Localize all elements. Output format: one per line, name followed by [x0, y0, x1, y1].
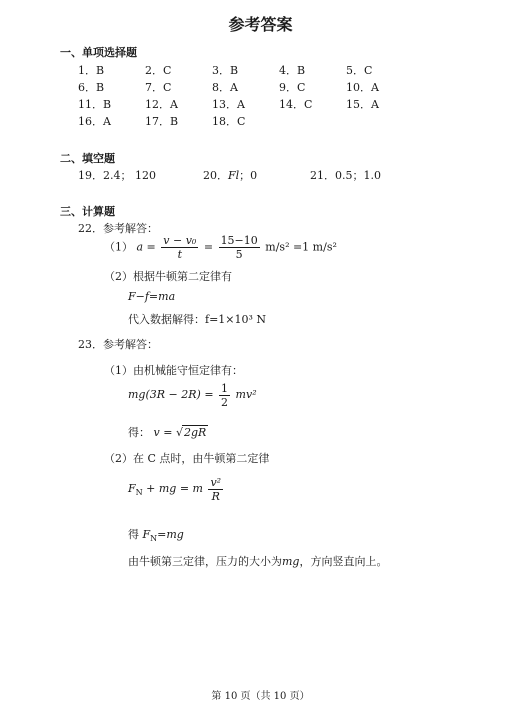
q23-part2-text: （2）在 C 点时，由牛顿第二定律	[104, 452, 270, 465]
mc-answer: 4．B	[279, 64, 306, 77]
q23-conclusion: 由牛顿第三定律，压力的大小为mg，方向竖直向上。	[128, 555, 388, 568]
q23-part1-result: 得： v = √2gR	[128, 426, 207, 439]
q23-part1-text: （1）由机械能守恒定律有：	[104, 364, 243, 377]
section-heading-fill: 二、填空题	[60, 152, 115, 165]
mc-answer: 9．C	[279, 81, 306, 94]
mc-answer: 10．A	[346, 81, 379, 94]
q23-label: 23．参考解答：	[78, 338, 158, 351]
mc-answer: 7．C	[145, 81, 172, 94]
mc-answer: 17．B	[145, 115, 179, 128]
page-title: 参考答案	[228, 15, 293, 34]
mc-answer: 12．A	[145, 98, 178, 111]
q22-part2-equation: F−f=ma	[128, 290, 176, 303]
mc-answer: 16．A	[78, 115, 111, 128]
section-heading-mc: 一、单项选择题	[60, 46, 137, 59]
q22-part2-result: 代入数据解得：f=1×10³ N	[128, 313, 267, 326]
q23-part1-equation: mg(3R − 2R) = $\frac{1}{2}$ mv²	[128, 381, 257, 409]
q23-part2-result: 得 $F_N=mg$	[128, 528, 184, 544]
sqrt-symbol: √	[175, 426, 183, 439]
q22-label: 22．参考解答：	[78, 222, 158, 235]
fraction: $\frac{\text{v²}}{R}$	[210, 475, 222, 503]
mc-answer: 5．C	[346, 64, 373, 77]
mc-answer: 18．C	[212, 115, 246, 128]
mc-answer: 13．A	[212, 98, 245, 111]
page-footer: 第 10 页（共 10 页）	[211, 691, 310, 702]
fraction: $\frac{15-10}{5}$	[220, 234, 258, 261]
q22-part2-text: （2）根据牛顿第二定律有	[104, 270, 232, 283]
mc-answer: 15．A	[346, 98, 379, 111]
fill-answer-20: 20．Fl；0	[203, 169, 258, 182]
fraction: $\frac{\text{v − v₀}}{t}$	[163, 234, 197, 261]
q23-part2-equation: $F_N$ + mg = m $\frac{\text{v²}}{R}$	[128, 475, 222, 503]
fill-answer-19: 19．2.4； 120	[78, 169, 156, 182]
q22-part1-equation: （1） a = $\frac{\text{v − v₀}}{t}$ = $\frac{15-10}{5}$ m/s² =1 m/s²	[104, 234, 337, 261]
mc-answer: 11．B	[78, 98, 112, 111]
mc-answer: 14．C	[279, 98, 313, 111]
section-heading-calc: 三、计算题	[60, 205, 115, 218]
mc-answer: 2．C	[145, 64, 172, 77]
fill-answer-21: 21．0.5；1.0	[310, 169, 381, 182]
mc-answer: 1．B	[78, 64, 105, 77]
mc-answer: 8．A	[212, 81, 238, 94]
mc-answer: 3．B	[212, 64, 239, 77]
fraction: $\frac{1}{2}$	[221, 381, 229, 409]
mc-answer: 6．B	[78, 81, 105, 94]
